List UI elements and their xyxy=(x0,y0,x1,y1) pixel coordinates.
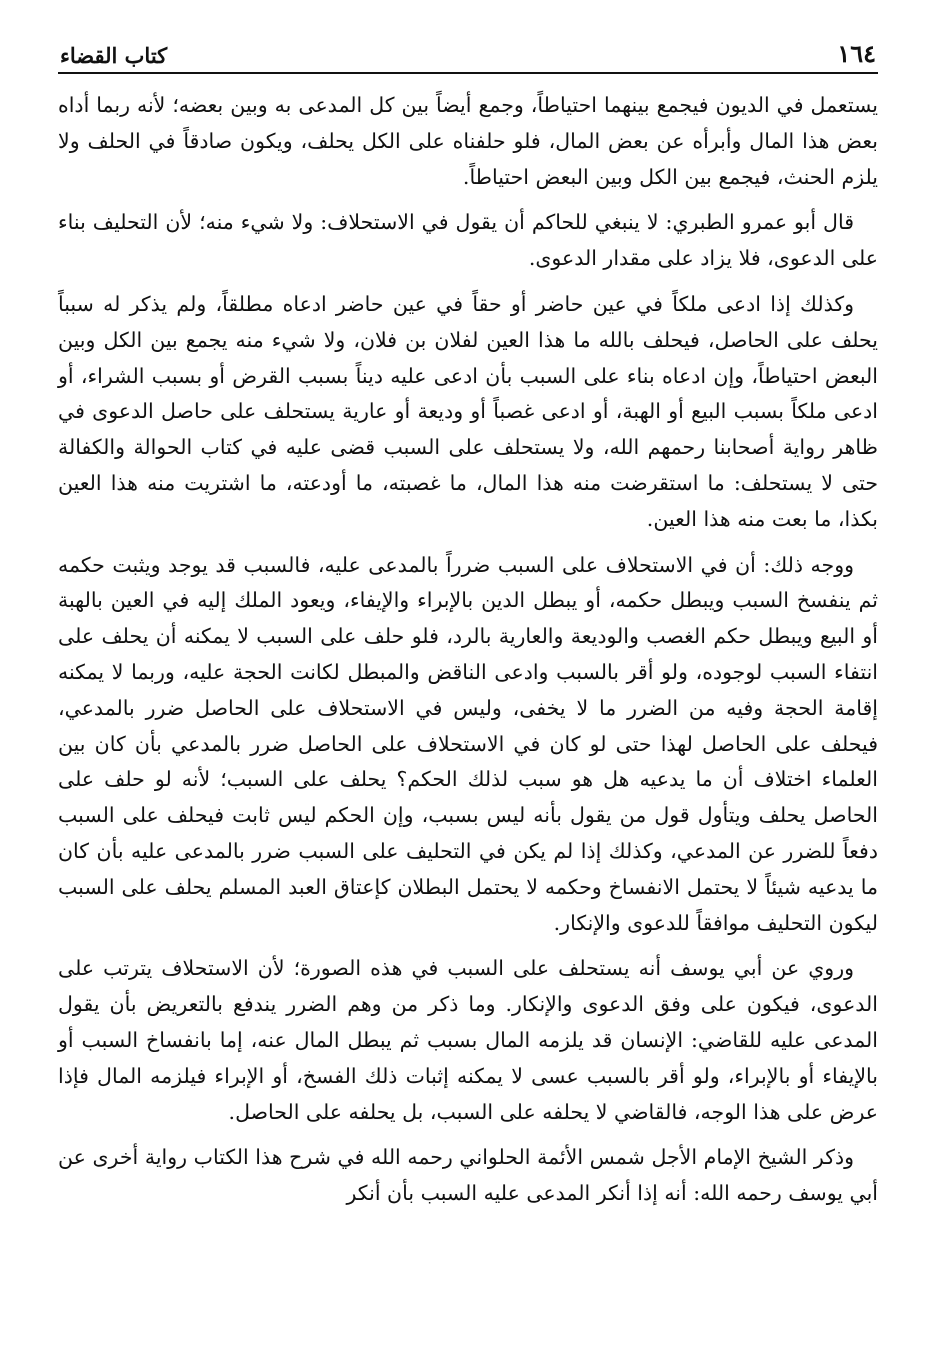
paragraph-3: وكذلك إذا ادعى ملكاً في عين حاضر أو حقاً في عين حاضر ادعاه مطلقاً، ولم يذكر له سبباً يحلف على الحاصل، فيحلف بالله ما هذا العين لفلان بن فلان، ولا شيء منه يجمع بين الكل وبين البعض احتياطاً، وإن ادعاه بناء على السبب بأن ادعى عليه ديناً بسبب القرض أو بسبب الشراء، أو ادعى ملكاً بسبب البيع أو الهبة، أو ادعى غصباً أو وديعة أو عارية يستحلف على حاصل الدعوى في ظاهر رواية أصحابنا رحمهم الله، ولا يستحلف على السبب قضى عليه في كتاب الحوالة والكفالة حتى لا يستحلف: ما استقرضت منه هذا المال، ما غصبته، ما أودعته، ما اشتريت منه هذا العين بكذا، ما بعت منه هذا العين. xyxy=(58,291,878,531)
running-header xyxy=(58,28,878,74)
paragraph-5: وروي عن أبي يوسف أنه يستحلف على السبب في هذه الصورة؛ لأن الاستحلاف يترتب على الدعوى، فيكون على وفق الدعوى والإنكار. وما ذكر من وهم الضرر يندفع بالتعريض بأن يقول المدعى عليه للقاضي: الإنسان قد يلزمه المال بسبب ثم يبطل المال عنه، إما بانفساخ السبب أو بالإيفاء أو بالإبراء، ولو أقر بالسبب عسى لا يمكنه إثبات ذلك الفسخ، أو الإبراء فيلزمه المال فإذا عرض على هذا الوجه، فالقاضي لا يحلفه على السبب، بل يحلفه على الحاصل. xyxy=(58,956,878,1124)
paragraph-4: ووجه ذلك: أن في الاستحلاف على السبب ضرراً بالمدعى عليه، فالسبب قد يوجد ويثبت حكمه ثم ينفسخ السبب ويبطل حكمه، أو يبطل الدين بالإبراء والإيفاء، ويعود الملك إليه في العين بالهبة أو البيع ويبطل حكم الغصب والوديعة والعارية بالرد، فلو حلف على السبب لا يمكنه أن يحلف على انتفاء السبب لوجوده، ولو أقر بالسبب وادعى الناقض والمبطل لكانت الحجة عليه، وربما لا يمكنه إقامة الحجة وفيه من الضرر ما لا يخفى، وليس في الاستحلاف على الحاصل ضرر بالمدعي، فيحلف على الحاصل لهذا حتى لو كان في الاستحلاف على الحاصل ضرر بالمدعي بأن كان بين العلماء اختلاف أن ما يدعيه هل هو سبب لذلك الحكم؟ يحلف على السبب؛ لأنه لو حلف على الحاصل يحلف ويتأول قول من يقول بأنه ليس بسبب، وإن الحكم ليس ثابت فيحلف على السبب دفعاً للضرر عن المدعي، وكذلك إذا لم يكن في التحليف على السبب ضرر بالمدعى عليه بأن كان ما يدعيه شيئاً لا يحتمل الانفساخ وحكمه لا يحتمل البطلان كإعتاق العبد المسلم يحلف على السبب ليكون التحليف موافقاً للدعوى والإنكار. xyxy=(58,552,878,935)
paragraph-2: قال أبو عمرو الطبري: لا ينبغي للحاكم أن يقول في الاستحلاف: ولا شيء منه؛ لأن التحليف بناء على الدعوى، فلا يزاد على مقدار الدعوى. xyxy=(58,210,878,271)
body-text xyxy=(58,88,878,1212)
paragraph-6: وذكر الشيخ الإمام الأجل شمس الأئمة الحلواني رحمه الله في شرح هذا الكتاب رواية أخرى عن أبي يوسف رحمه الله: أنه إذا أنكر المدعى عليه السبب بأن أنكر xyxy=(58,1145,878,1206)
book-title: كتاب القضاء xyxy=(60,43,168,68)
paragraph-1: يستعمل في الديون فيجمع بينهما احتياطاً، وجمع أيضاً بين كل المدعى به وبين بعضه؛ لأنه ربما أداه بعض هذا المال وأبرأه عن بعض المال، فلو حلفناه على الكل يحلف، ويكون صادقاً في الحلف ولا يلزم الحنث، فيجمع بين الكل وبين البعض احتياطاً. xyxy=(58,93,878,189)
book-page xyxy=(58,28,878,1348)
page-number: ١٦٤ xyxy=(837,39,876,68)
